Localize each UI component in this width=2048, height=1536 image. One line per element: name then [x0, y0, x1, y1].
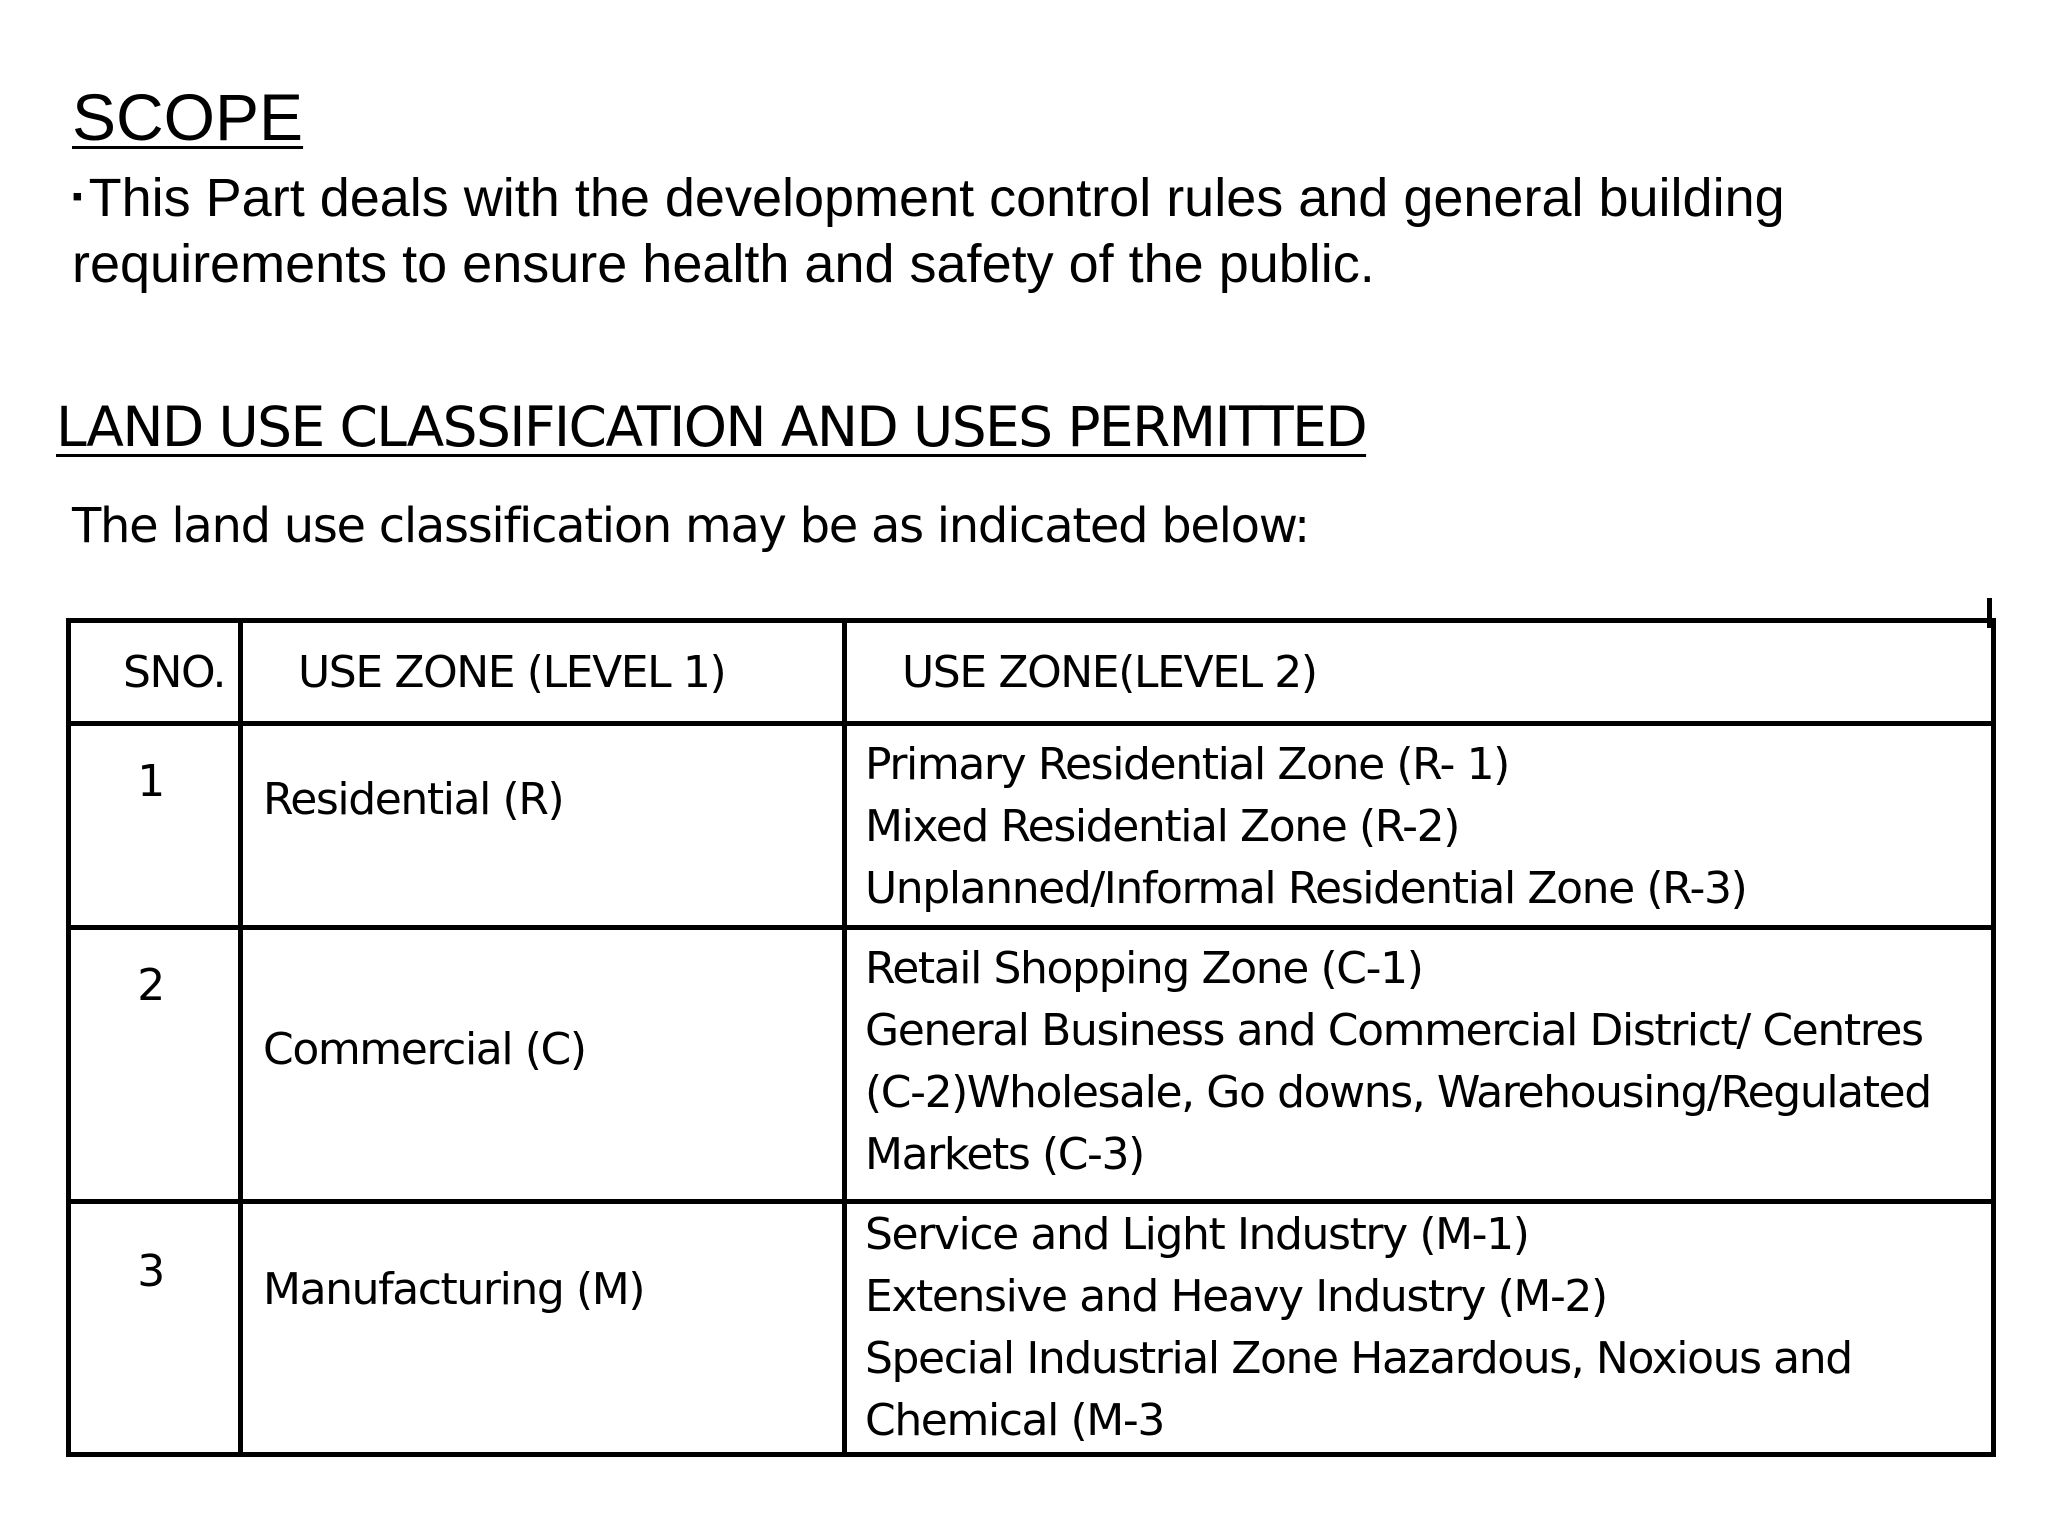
level2-line: Special Industrial Zone Hazardous, Noxious and: [865, 1333, 1852, 1384]
level2-line: (C-2)Wholesale, Go downs, Warehousing/Regulated: [865, 1067, 1931, 1118]
level2-line: Retail Shopping Zone (C-1): [865, 943, 1423, 994]
level2-line: Extensive and Heavy Industry (M-2): [865, 1271, 1607, 1322]
level2-cell: [845, 724, 1994, 928]
level1-value: Commercial (C): [263, 1024, 586, 1075]
level2-cell: [845, 928, 1994, 1202]
level2-line: Unplanned/Informal Residential Zone (R-3): [865, 863, 1747, 914]
sno-value: 3: [137, 1246, 164, 1297]
level2-line: Markets (C-3): [865, 1129, 1144, 1180]
level2-line: Service and Light Industry (M-1): [865, 1209, 1529, 1260]
land-use-table: [66, 618, 1996, 1457]
level1-cell: [241, 1202, 845, 1455]
sno-value: 1: [137, 756, 164, 807]
header-use-zone-level-2: USE ZONE(LEVEL 2): [845, 621, 1994, 724]
land-use-title: LAND USE CLASSIFICATION AND USES PERMITTED: [56, 395, 1367, 459]
level1-cell: [241, 724, 845, 928]
level1-value: Residential (R): [263, 774, 564, 825]
scope-paragraph: [72, 164, 2022, 297]
level2-line: Chemical (M-3: [865, 1395, 1164, 1446]
header-use-zone-level-1: USE ZONE (LEVEL 1): [241, 621, 845, 724]
level2-line: Mixed Residential Zone (R-2): [865, 801, 1460, 852]
square-bullet-icon: ▪: [72, 180, 83, 213]
scope-title: SCOPE: [72, 80, 304, 154]
sno-cell: [69, 928, 241, 1202]
level1-cell: [241, 928, 845, 1202]
table-header-row: [69, 621, 1994, 724]
sno-value: 2: [137, 960, 164, 1011]
level2-cell: [845, 1202, 1994, 1455]
level2-line: General Business and Commercial District/ Centres: [865, 1005, 1923, 1056]
table-row: [69, 928, 1994, 1202]
scope-text: This Part deals with the development control rules and general building requirements to ensure health and safety of the public.: [72, 168, 1785, 294]
sno-cell: [69, 724, 241, 928]
sno-cell: [69, 1202, 241, 1455]
table-row: [69, 1202, 1994, 1455]
table-row: [69, 724, 1994, 928]
level2-line: Primary Residential Zone (R- 1): [865, 739, 1509, 790]
level1-value: Manufacturing (M): [263, 1264, 645, 1315]
header-sno: SNO.: [69, 621, 241, 724]
land-use-intro: The land use classification may be as indicated below:: [72, 498, 1309, 554]
